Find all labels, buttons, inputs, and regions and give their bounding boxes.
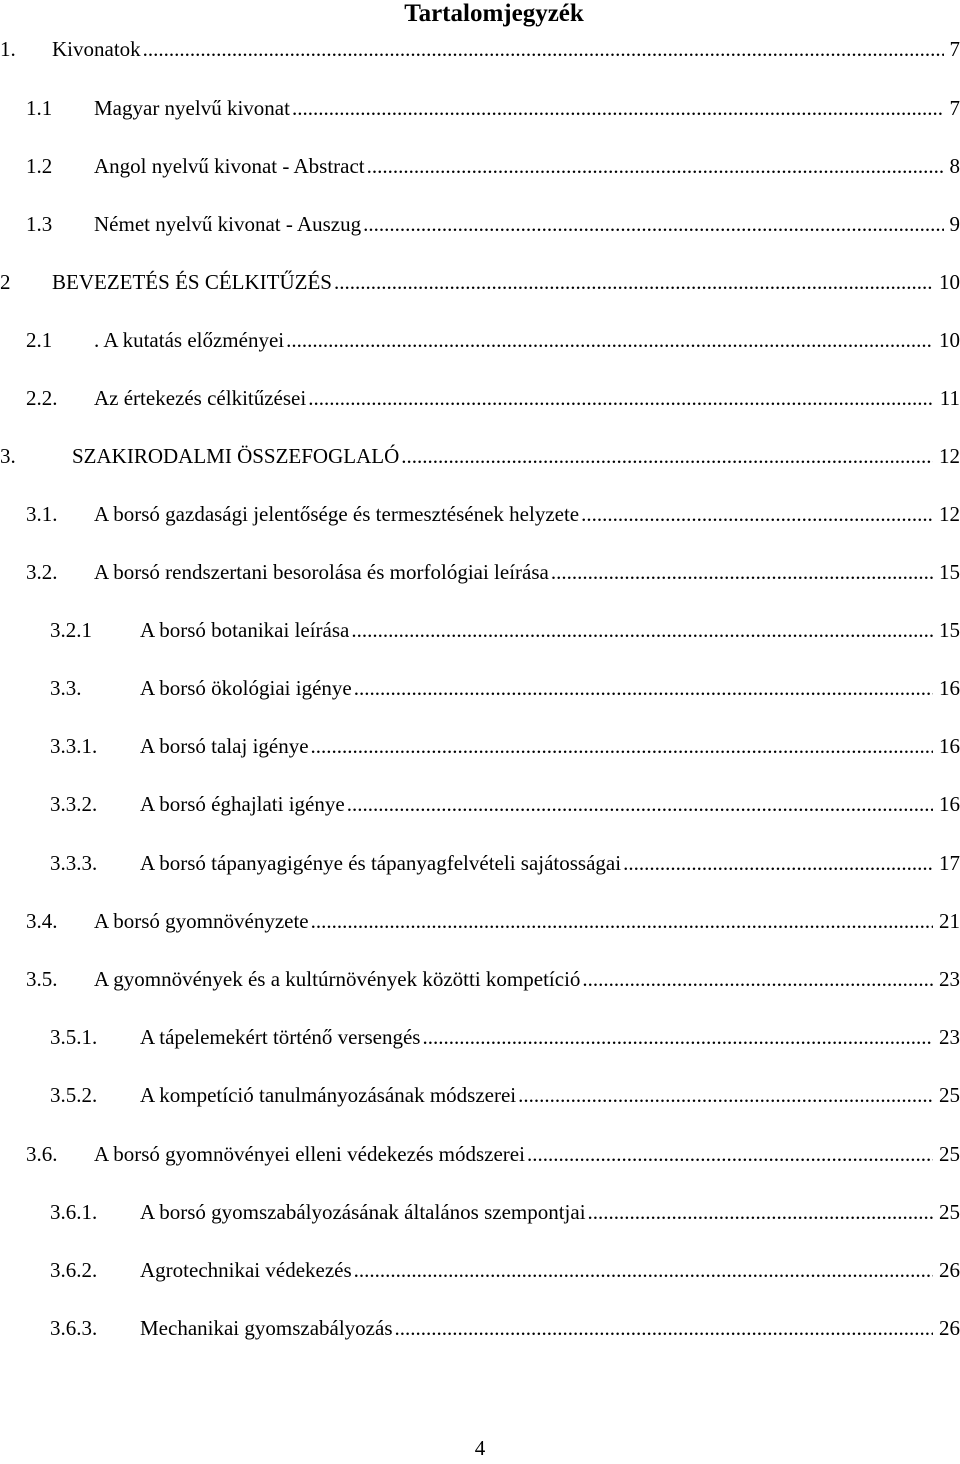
toc-entry-page: 7 — [949, 96, 960, 120]
toc-entry[interactable] — [26, 501, 960, 527]
toc-entry[interactable] — [26, 385, 960, 411]
toc-entry[interactable] — [50, 850, 960, 876]
toc-leader-dots — [401, 443, 933, 469]
toc-entry[interactable] — [50, 791, 960, 817]
toc-entry-number: 3.5.2. — [50, 1083, 98, 1107]
toc-entry-page: 17 — [939, 851, 960, 875]
toc-entry-text: A borsó botanikai leírása — [140, 618, 350, 642]
toc-entry-text: Angol nyelvű kivonat - Abstract — [94, 154, 365, 178]
toc-entry-text: A tápelemekért történő versengés — [140, 1025, 421, 1049]
toc-entry-text: A borsó ökológiai igénye — [140, 676, 352, 700]
toc-entry-number: 1.1 — [26, 96, 53, 120]
toc-entry-page: 25 — [939, 1142, 960, 1166]
toc-leader-dots — [518, 1082, 933, 1108]
toc-entry[interactable] — [26, 908, 960, 934]
toc-leader-dots — [623, 850, 933, 876]
toc-entry-page: 12 — [939, 444, 960, 468]
toc-entry[interactable] — [26, 1141, 960, 1167]
toc-entry-number: 2.2. — [26, 386, 58, 410]
toc-entry[interactable] — [50, 675, 960, 701]
toc-entry[interactable] — [26, 95, 960, 121]
toc-leader-dots — [363, 211, 943, 237]
toc-entry-number: 3.3.3. — [50, 851, 98, 875]
toc-entry-page: 15 — [939, 560, 960, 584]
toc-entry-page: 26 — [939, 1316, 960, 1340]
toc-entry-page: 23 — [939, 1025, 960, 1049]
toc-entry-text: A gyomnövények és a kultúrnövények közötti kompetíció — [94, 967, 581, 991]
toc-entry-number: 3.3.2. — [50, 792, 98, 816]
toc-leader-dots — [551, 559, 933, 585]
toc-entry-number: 3.6.2. — [50, 1258, 98, 1282]
toc-entry-number: 1.3 — [26, 212, 53, 236]
toc-entry[interactable] — [0, 36, 960, 62]
toc-entry-page: 16 — [939, 792, 960, 816]
toc-entry-page: 8 — [949, 154, 960, 178]
toc-entry-page: 7 — [949, 37, 960, 61]
page-number — [0, 1436, 960, 1460]
toc-entry-number: 2.1 — [26, 328, 53, 352]
toc-entry-text: A borsó gyomnövényzete — [94, 909, 309, 933]
toc-entry-page: 26 — [939, 1258, 960, 1282]
toc-entry-text: A kompetíció tanulmányozásának módszerei — [140, 1083, 517, 1107]
toc-entry-text: A borsó gazdasági jelentősége és termesztésének helyzete — [94, 502, 580, 526]
toc-leader-dots — [354, 1257, 933, 1283]
toc-entry-page: 15 — [939, 618, 960, 642]
toc-entry-page: 16 — [939, 676, 960, 700]
toc-entry[interactable] — [26, 153, 960, 179]
toc-leader-dots — [351, 617, 933, 643]
toc-entry-page: 9 — [949, 212, 960, 236]
toc-entry-text: Mechanikai gyomszabályozás — [140, 1316, 393, 1340]
toc-entry[interactable] — [50, 1199, 960, 1225]
toc-entry-page: 16 — [939, 734, 960, 758]
toc-entry-number: 2 — [0, 270, 11, 294]
toc-entry-page: 21 — [939, 909, 960, 933]
toc-title-text: Tartalomjegyzék — [404, 0, 584, 27]
toc-entry-page: 25 — [939, 1083, 960, 1107]
toc-entry-number: 1. — [0, 37, 16, 61]
toc-entry-page: 23 — [939, 967, 960, 991]
toc-leader-dots — [143, 36, 944, 62]
toc-entry-number: 3.5.1. — [50, 1025, 98, 1049]
toc-entry-number: 3.1. — [26, 502, 58, 526]
toc-leader-dots — [354, 675, 933, 701]
toc-entry-text: A borsó gyomszabályozásának általános szempontjai — [140, 1200, 586, 1224]
toc-entry[interactable] — [26, 211, 960, 237]
toc-leader-dots — [367, 153, 944, 179]
toc-entry-number: 3.6.1. — [50, 1200, 98, 1224]
toc-entry-number: 3.6.3. — [50, 1316, 98, 1340]
toc-entry-text: Kivonatok — [52, 37, 141, 61]
toc-entry[interactable] — [0, 269, 960, 295]
toc-leader-dots — [311, 733, 933, 759]
toc-entry-page: 10 — [939, 270, 960, 294]
toc-entry-text: . A kutatás előzményei — [94, 328, 285, 352]
toc-entry[interactable] — [50, 1315, 960, 1341]
toc-entry-number: 1.2 — [26, 154, 53, 178]
toc-entry-number: 3.4. — [26, 909, 58, 933]
toc-entry-text: A borsó talaj igénye — [140, 734, 309, 758]
toc-entry-number: 3.5. — [26, 967, 58, 991]
toc-entry-text: A borsó éghajlati igénye — [140, 792, 345, 816]
toc-entry[interactable] — [50, 617, 960, 643]
toc-entry-text: Magyar nyelvű kivonat — [94, 96, 290, 120]
toc-entry[interactable] — [50, 1082, 960, 1108]
toc-leader-dots — [581, 501, 933, 527]
toc-entry-number: 3.3.1. — [50, 734, 98, 758]
toc-entry-text: SZAKIRODALMI ÖSSZEFOGLALÓ — [72, 444, 400, 468]
toc-entry-text: Az értekezés célkitűzései — [94, 386, 307, 410]
toc-entry-text: A borsó gyomnövényei elleni védekezés módszerei — [94, 1142, 525, 1166]
toc-entry[interactable] — [50, 733, 960, 759]
toc-entry-number: 3.2. — [26, 560, 58, 584]
toc-entry[interactable] — [0, 443, 960, 469]
toc-entry-page: 25 — [939, 1200, 960, 1224]
toc-entry-page: 10 — [939, 328, 960, 352]
toc-entry[interactable] — [26, 559, 960, 585]
toc-leader-dots — [311, 908, 933, 934]
toc-entry-text: Német nyelvű kivonat - Auszug — [94, 212, 362, 236]
toc-entry-number: 3. — [0, 444, 16, 468]
toc-entry-text: Agrotechnikai védekezés — [140, 1258, 352, 1282]
toc-leader-dots — [395, 1315, 934, 1341]
toc-leader-dots — [588, 1199, 933, 1225]
toc-leader-dots — [422, 1024, 933, 1050]
toc-leader-dots — [527, 1141, 933, 1167]
toc-entry-text: BEVEZETÉS ÉS CÉLKITŰZÉS — [52, 270, 332, 294]
toc-leader-dots — [347, 791, 933, 817]
toc-leader-dots — [286, 327, 933, 353]
toc-entry[interactable] — [50, 1257, 960, 1283]
toc-leader-dots — [334, 269, 933, 295]
toc-leader-dots — [292, 95, 944, 121]
toc-entry-number: 3.2.1 — [50, 618, 92, 642]
page-number-text: 4 — [474, 1436, 486, 1460]
toc-entry-text: A borsó rendszertani besorolása és morfológiai leírása — [94, 560, 549, 584]
toc-entry-number: 3.3. — [50, 676, 82, 700]
toc-entry[interactable] — [26, 327, 960, 353]
toc-entry[interactable] — [26, 966, 960, 992]
toc-entry-text: A borsó tápanyagigénye és tápanyagfelvételi sajátosságai — [140, 851, 622, 875]
toc-entry[interactable] — [50, 1024, 960, 1050]
toc-entry-page: 11 — [939, 386, 960, 410]
toc-entry-number: 3.6. — [26, 1142, 58, 1166]
toc-leader-dots — [582, 966, 933, 992]
toc-entry-page: 12 — [939, 502, 960, 526]
toc-leader-dots — [308, 385, 934, 411]
